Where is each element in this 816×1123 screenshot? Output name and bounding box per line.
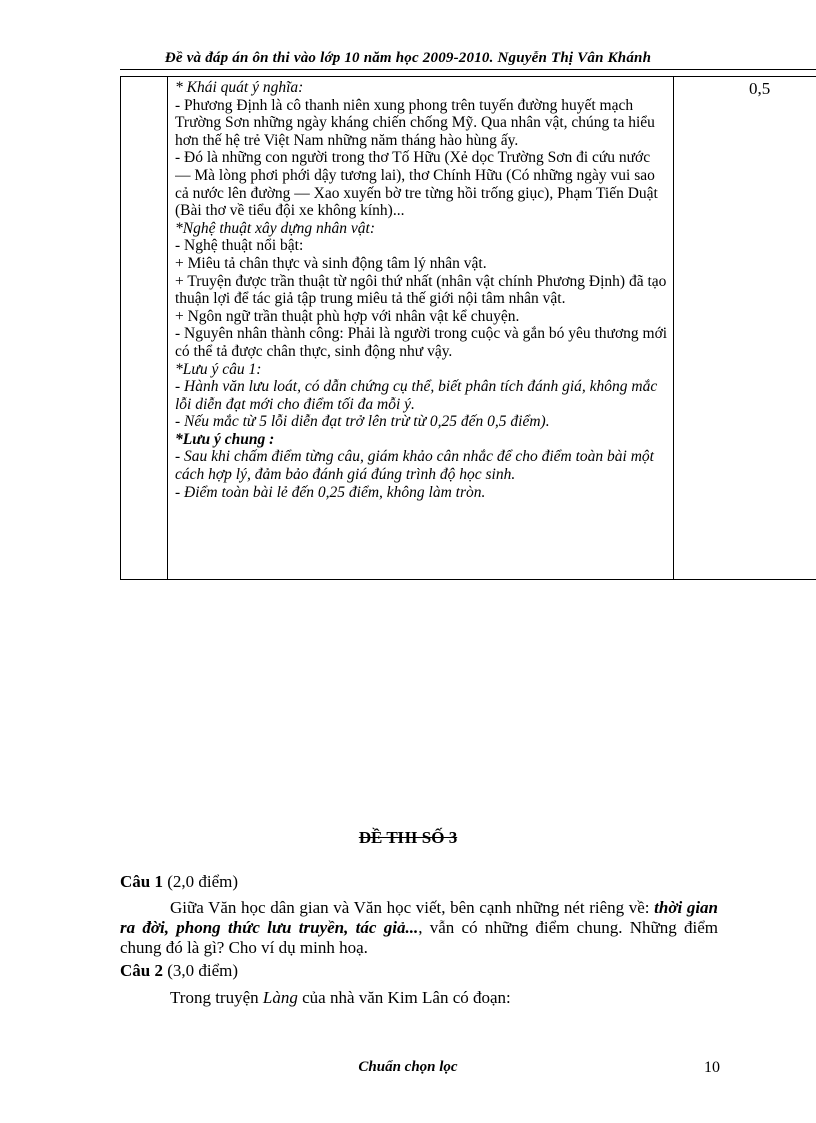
answer-line: + Miêu tả chân thực và sinh động tâm lý nhân vật. bbox=[175, 254, 487, 272]
question-1-points: (2,0 điểm) bbox=[162, 872, 239, 891]
question-2-text-c: của nhà văn Kim Lân có đoạn: bbox=[297, 988, 511, 1007]
question-1-heading bbox=[120, 872, 238, 892]
answer-line: *Nghệ thuật xây dựng nhân vật: bbox=[175, 219, 376, 237]
question-1-text-emph: thời gian ra đời, phong thức lưu truyền, tác giả... bbox=[120, 898, 718, 937]
answer-table bbox=[120, 76, 816, 580]
question-1-label: Câu 1 bbox=[120, 872, 163, 891]
page-number: 10 bbox=[704, 1059, 720, 1076]
answer-line: - Nguyên nhân thành công: Phải là người trong cuộc và gắn bó yêu thương mới có thể tả được chân thực, sinh động như vậy. bbox=[175, 325, 668, 360]
answer-line: - Phương Định là cô thanh niên xung phong trên tuyến đường huyết mạch Trường Sơn những ngày kháng chiến chống Mỹ. Qua nhân vật, chúng ta hiểu hơn thế hệ trẻ Việt Nam những năm tháng hào hùng ấy. bbox=[175, 96, 655, 149]
answer-line: + Truyện được trần thuật từ ngôi thứ nhất (nhân vật chính Phương Định) đã tạo thuận lợi để tác giả tập trung miêu tả thế giới nội tâm nhân vật. bbox=[175, 272, 667, 308]
question-2-points: (3,0 điểm) bbox=[162, 961, 239, 980]
answer-line: - Hành văn lưu loát, có dẫn chứng cụ thể, biết phân tích đánh giá, không mắc lỗi diễn đạt mới cho điểm tối đa mỗi ý. bbox=[175, 378, 658, 413]
answer-line: *Lưu ý chung : bbox=[175, 430, 275, 448]
table-col-divider bbox=[167, 77, 168, 579]
question-2-story-title: Làng bbox=[262, 988, 298, 1007]
answer-line: - Đó là những con người trong thơ Tố Hữu (Xẻ dọc Trường Sơn đi cứu nước — Mà lòng phơi phới dậy tương lai), thơ Chính Hữu (Có những ngày vui sao cả nước lên đường — Xao xuyến bờ tre từng hồi trống giục), Phạm Tiến Duật (Bài thơ về tiểu đội xe không kính)... bbox=[175, 149, 658, 220]
answer-line: * Khái quát ý nghĩa: bbox=[175, 79, 304, 96]
answer-content-cell bbox=[175, 79, 669, 579]
answer-line: - Nghệ thuật nổi bật: bbox=[175, 237, 304, 255]
header-rule bbox=[120, 69, 816, 70]
question-1-text bbox=[120, 898, 718, 958]
score-cell: 0,5 bbox=[749, 79, 771, 98]
answer-line: - Nếu mắc từ 5 lỗi diễn đạt trở lên trừ từ 0,25 đến 0,5 điểm). bbox=[175, 413, 550, 431]
exam-title: ĐỀ THI SỐ 3 bbox=[358, 828, 458, 847]
answer-line: *Lưu ý câu 1: bbox=[175, 360, 262, 378]
answer-line: + Ngôn ngữ trần thuật phù hợp với nhân vật kể chuyện. bbox=[175, 307, 520, 325]
table-col-divider bbox=[673, 77, 674, 579]
question-1-text-c: , vẫn có những điểm chung. Những điểm chung đó là gì? Cho ví dụ minh hoạ. bbox=[120, 918, 718, 957]
question-1-text-a: Giữa Văn học dân gian và Văn học viết, bên cạnh những nét riêng về: bbox=[170, 898, 655, 917]
answer-line: - Điểm toàn bài lẻ đến 0,25 điểm, không làm tròn. bbox=[175, 483, 486, 501]
question-2-heading bbox=[120, 961, 238, 981]
question-2-label: Câu 2 bbox=[120, 961, 163, 980]
question-2-text bbox=[120, 988, 718, 1008]
answer-line: - Sau khi chấm điểm từng câu, giám khảo cân nhắc để cho điểm toàn bài một cách hợp lý, đảm bảo đánh giá đúng trình độ học sinh. bbox=[175, 448, 654, 484]
page-header: Đề và đáp án ôn thi vào lớp 10 năm học 2009-2010. Nguyễn Thị Vân Khánh bbox=[164, 50, 652, 66]
question-2-text-a: Trong truyện bbox=[170, 988, 263, 1007]
footer-text: Chuẩn chọn lọc bbox=[358, 1059, 458, 1075]
